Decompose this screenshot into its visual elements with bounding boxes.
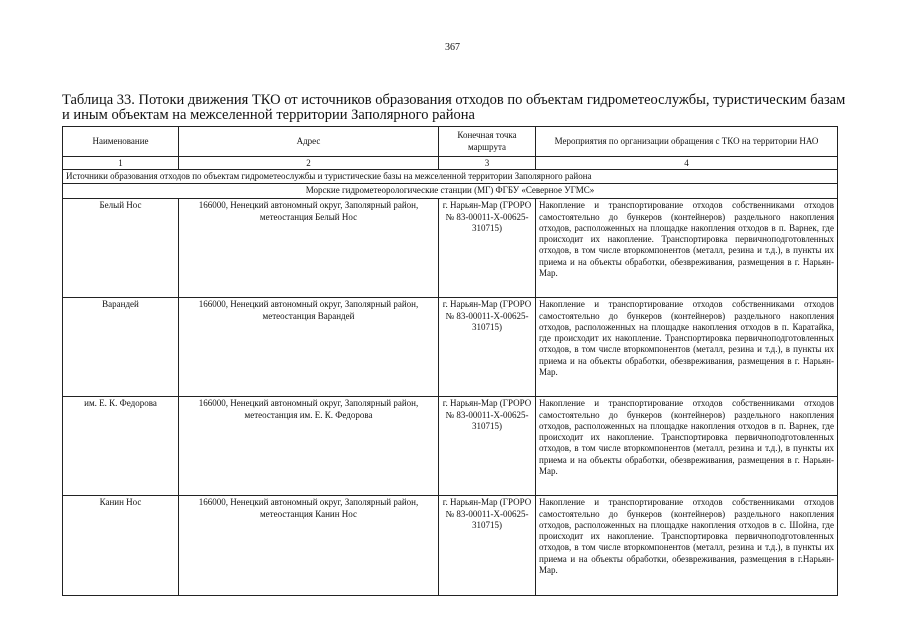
table-row	[63, 199, 838, 298]
column-number: 4	[536, 157, 838, 170]
station-address: 166000, Ненецкий автономный округ, Заполярный район, метеостанция Канин Нос	[179, 496, 439, 596]
route-endpoint: г. Нарьян-Мар (ГРОРО № 83-00011-Х-00625-310715)	[439, 298, 536, 397]
station-name: Варандей	[63, 298, 179, 397]
station-name: Белый Нос	[63, 199, 179, 298]
subsection-title: Морские гидрометеорологические станции (МГ) ФГБУ «Северное УГМС»	[63, 184, 838, 199]
route-endpoint: г. Нарьян-Мар (ГРОРО № 83-00011-Х-00625-310715)	[439, 397, 536, 496]
waste-measures: Накопление и транспортирование отходов собственниками отходов самостоятельно до бункеров (контейнеров) раздельного накопления отходов, расположенных на площадке накопления отходов в п. Варнек, где происходит их накопление. Транспортировка первичноподготовленных отходов, в том числе вторкомпонентов (металл, резина и т.д.), в пункты их приема и на объекты обработки, обезвреживания, размещения в г. Нарьян-Мар.	[536, 397, 838, 496]
header-endpoint: Конечная точка маршрута	[439, 127, 536, 157]
table-row	[63, 298, 838, 397]
header-measures: Мероприятия по организации обращения с ТКО на территории НАО	[536, 127, 838, 157]
column-number: 1	[63, 157, 179, 170]
waste-measures: Накопление и транспортирование отходов собственниками отходов самостоятельно до бункеров (контейнеров) раздельного накопления отходов, расположенных на площадке накопления отходов в п. Варнек, где происходит их накопление. Транспортировка первичноподготовленных отходов, в том числе вторкомпонентов (металл, резина и т.д.), в пункты их приема и на объекты обработки, обезвреживания, размещения в г. Нарьян-Мар.	[536, 199, 838, 298]
waste-measures: Накопление и транспортирование отходов собственниками отходов самостоятельно до бункеров (контейнеров) раздельного накопления отходов, расположенных на площадке накопления отходов в с. Шойна, где происходит их накопление. Транспортировка первичноподготовленных отходов, в том числе вторкомпонентов (металл, резина и т.д.), в пункты их приема и на объекты обработки, обезвреживания, размещения в г.Нарьян-Мар.	[536, 496, 838, 596]
subsection-row	[63, 184, 838, 199]
waste-measures: Накопление и транспортирование отходов собственниками отходов самостоятельно до бункеров (контейнеров) раздельного накопления отходов, расположенных на площадке накопления отходов в п. Каратайка, где происходит их накопление. Транспортировка первичноподготовленных отходов, в том числе вторкомпонентов (металл, резина и т.д.), в пункты их приема и на объекты обработки, обезвреживания, размещения в г. Нарьян-Мар.	[536, 298, 838, 397]
table-row	[63, 397, 838, 496]
header-address: Адрес	[179, 127, 439, 157]
station-name: Канин Нос	[63, 496, 179, 596]
route-endpoint: г. Нарьян-Мар (ГРОРО № 83-00011-Х-00625-310715)	[439, 496, 536, 596]
table-header-row	[63, 127, 838, 157]
waste-flow-table	[62, 126, 838, 596]
column-number: 3	[439, 157, 536, 170]
station-name: им. Е. К. Федорова	[63, 397, 179, 496]
section-title: Источники образования отходов по объектам гидрометеослужбы и туристические базы на межселенной территории Заполярного района	[63, 170, 838, 184]
column-number: 2	[179, 157, 439, 170]
section-row	[63, 170, 838, 184]
table-row	[63, 496, 838, 596]
route-endpoint: г. Нарьян-Мар (ГРОРО № 83-00011-Х-00625-310715)	[439, 199, 536, 298]
column-numbers-row	[63, 157, 838, 170]
table-title: Таблица 33. Потоки движения ТКО от источников образования отходов по объектам гидрометеослужбы, туристическим базам и иным объектам на межселенной территории Заполярного района	[62, 92, 846, 123]
page-number: 367	[445, 42, 460, 53]
station-address: 166000, Ненецкий автономный округ, Заполярный район, метеостанция им. Е. К. Федорова	[179, 397, 439, 496]
station-address: 166000, Ненецкий автономный округ, Заполярный район, метеостанция Белый Нос	[179, 199, 439, 298]
station-address: 166000, Ненецкий автономный округ, Заполярный район, метеостанция Варандей	[179, 298, 439, 397]
header-name: Наименование	[63, 127, 179, 157]
